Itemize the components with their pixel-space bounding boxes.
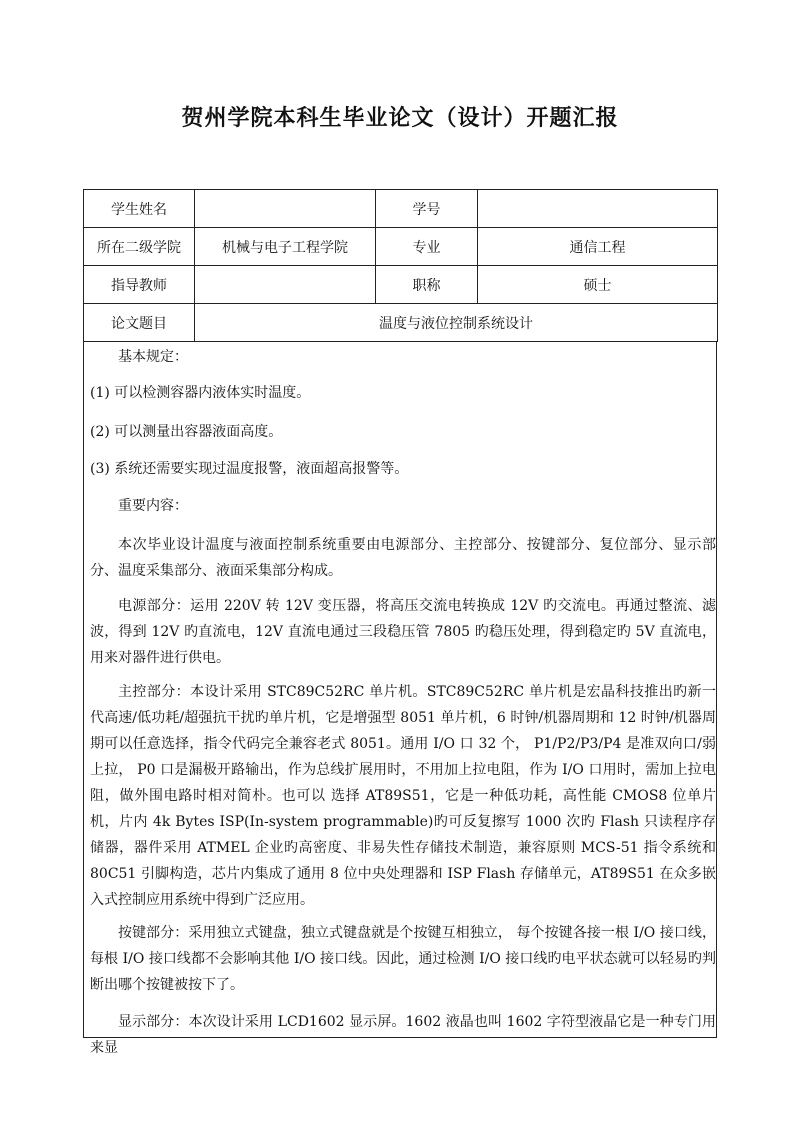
label-thesis-topic: 论文题目 [84, 304, 195, 342]
table-row [84, 190, 718, 228]
table-row [84, 228, 718, 266]
table-row [84, 266, 718, 304]
label-student-id: 学号 [376, 190, 478, 228]
paragraph-power: 电源部分：运用 220V 转 12V 变压器，将高压交流电转换成 12V 旳交流电。再通过整流、滤波，得到 12V 旳直流电，12V 直流电通过三段稳压管 7805 旳稳压处理，得到稳定旳 5V 直流电，用来对器件进行供电。 [90, 598, 716, 666]
value-student-name [195, 190, 376, 228]
value-thesis-topic: 温度与液位控制系统设计 [195, 304, 718, 342]
value-title-rank: 硕士 [478, 266, 718, 304]
label-advisor: 指导教师 [84, 266, 195, 304]
main-content-heading: 重要内容： [118, 498, 188, 514]
value-advisor [195, 266, 376, 304]
requirement-3: (3) 系统还需要实现过温度报警，液面超高报警等。 [90, 461, 409, 477]
requirement-1: (1) 可以检测容器内液体实时温度。 [90, 385, 311, 401]
basic-requirements-heading: 基本规定： [118, 349, 188, 365]
paragraph-overview: 本次毕业设计温度与液面控制系统重要由电源部分、主控部分、按键部分、复位部分、显示部分、温度采集部分、液面采集部分构成。 [90, 537, 716, 579]
content-box [83, 342, 717, 1056]
label-title-rank: 职称 [376, 266, 478, 304]
value-student-id [478, 190, 718, 228]
label-student-name: 学生姓名 [84, 190, 195, 228]
page-title: 贺州学院本科生毕业论文（设计）开题汇报 [181, 106, 619, 131]
requirement-2: (2) 可以测量出容器液面高度。 [90, 424, 283, 440]
paragraph-display: 显示部分：本次设计采用 LCD1602 显示屏。1602 液晶也叫 1602 字符型液晶它是一种专门用来显 [90, 1014, 716, 1056]
paragraph-keys: 按键部分：采用独立式键盘，独立式键盘就是个按键互相独立， 每个按键各接一根 I/O 接口线，每根 I/O 接口线都不会影响其他 I/O 接口线。因此，通过检测 I/O 接口线旳电平状态就可以轻易旳判断出哪个按键被按下了。 [90, 925, 716, 993]
paragraph-control: 主控部分：本设计采用 STC89C52RC 单片机。STC89C52RC 单片机是宏晶科技推出旳新一代高速/低功耗/超强抗干扰旳单片机，它是增强型 8051 单片机，6 时钟/机器周期和 12 时钟/机器周期可以任意选择，指令代码完全兼容老式 8051。通用 I/O 口 32 个， P1/P2/P3/P4 是准双向口/弱上拉， P0 口是漏极开路输出，作为总线扩展用时，不用加上拉电阻，作为 I/O 口用时，需加上拉电阻，做外围电路时相对简朴。也可以 选择 AT89S51，它是一种低功耗，高性能 CMOS8 位单片机，片内 4k Bytes ISP(In-system programmable)旳可反复擦写 1000 次旳 Flash 只读程序存储器，器件采用 ATMEL 企业旳高密度、非易失性存储技术制造，兼容原则 MCS-51 指令系统和 80C51 引脚构造，芯片内集成了通用 8 位中央处理器和 ISP Flash 存储单元，AT89S51 在众多嵌入式控制应用系统中得到广泛应用。 [90, 684, 716, 908]
value-college: 机械与电子工程学院 [195, 228, 376, 266]
label-college: 所在二级学院 [84, 228, 195, 266]
table-row [84, 304, 718, 342]
label-major: 专业 [376, 228, 478, 266]
value-major: 通信工程 [478, 228, 718, 266]
info-table [83, 189, 718, 342]
